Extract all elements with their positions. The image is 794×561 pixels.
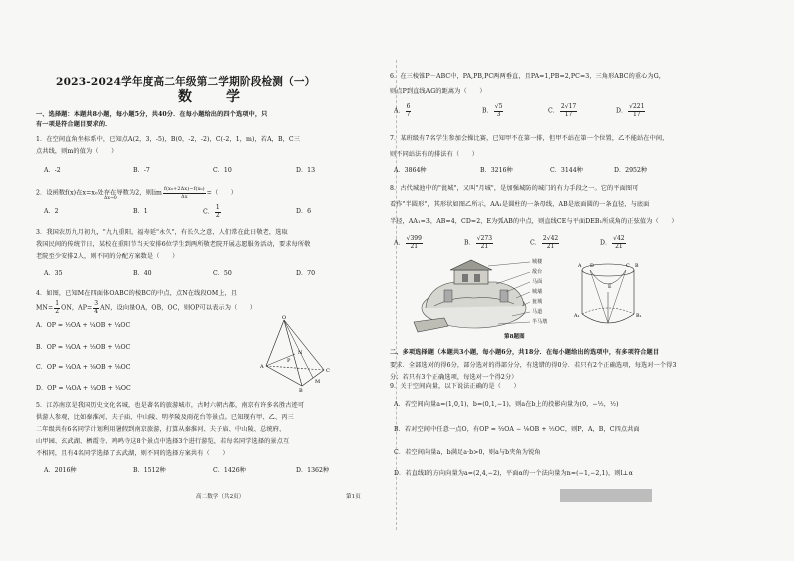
q4-frac-2-num: 3	[94, 300, 99, 307]
section2-heading: 二、多项选择题（本题共3小题，每小题6分，共18分．在每小题给出的选项中，有多项符合题目	[390, 349, 660, 356]
q8-legend-3: 马面	[532, 279, 543, 285]
q8-option-a-frac	[406, 236, 423, 250]
q6-option-c-frac	[560, 104, 577, 118]
q6-option-a-frac	[406, 104, 412, 118]
q6-option-c-label: C．	[548, 107, 559, 115]
q9-line1: 9．关于空间向量，以下说法正确的是（ ）	[390, 383, 520, 390]
q5-option-b: B．1512种	[133, 467, 166, 474]
q7-option-c: C．3144种	[550, 167, 583, 174]
q8-a-den: 21	[410, 242, 419, 250]
q6-option-a-label: A．	[394, 107, 405, 115]
exam-title: 2023-2024学年度高二年级第二学期阶段检测（一）	[56, 76, 316, 88]
q8-legend-7: 半马墩	[532, 319, 548, 325]
q2-option-c	[203, 205, 222, 219]
q3-option-c: C．50	[213, 270, 232, 277]
q3-line3: 老院至少安排2人，则不同的分配方案数是（ ）	[36, 253, 179, 260]
q4-option-d: D．OP = ¼OA + ¼OB + ¼OC	[36, 385, 131, 392]
q4-option-c: C．OP = ¼OA + ⅛OB + ⅛OC	[36, 364, 131, 371]
q8-figure-caption: 第8题图	[504, 334, 525, 340]
q4-frac-1-num: 1	[55, 300, 60, 307]
q2-stem-end: =（ ）	[206, 189, 238, 197]
q1-line2: 点共线，则m的值为（ ）	[36, 148, 118, 155]
q8-b-num: √273	[476, 235, 493, 242]
column-divider	[396, 60, 397, 530]
section2-heading-3: 分；若只有3个正确选项，每选对一个得2分）	[390, 374, 518, 381]
q7-option-b: B．3216种	[480, 167, 513, 174]
q6-option-d	[616, 104, 646, 118]
q7-line2: 则不同站法有的排法有（ ）	[390, 151, 479, 158]
q4-label-c: C	[326, 368, 330, 374]
q4-label-b: B	[299, 388, 303, 394]
section1-heading-2: 有一项是符合题目要求的．	[36, 121, 112, 128]
q8-legend-5: 瓮城	[532, 299, 543, 305]
q6-b-num: √5	[494, 103, 503, 110]
q4-frac-2-den: 4	[94, 307, 99, 315]
q5-option-a: A．2016种	[44, 467, 77, 474]
q2-stem	[36, 186, 237, 200]
q9-option-c: C．若空间向量a，b满足a·b>0，则a与b夹角为锐角	[394, 449, 541, 456]
q2-option-a: A．2	[44, 208, 59, 215]
q4-label-o: O	[282, 315, 287, 321]
q4-label-n: N	[298, 350, 303, 356]
q2-option-c-label: C．	[203, 208, 214, 216]
q8-legend-2: 敌台	[532, 269, 543, 275]
q8-legend-4: 城墙	[532, 289, 543, 295]
q8-a-num: √399	[406, 235, 422, 242]
q6-option-d-frac	[628, 104, 645, 118]
q8-legend-1: 城楼	[532, 259, 543, 265]
q8-option-c	[530, 236, 560, 250]
q6-a-num: 6	[406, 103, 411, 110]
q1-option-c: C．10	[213, 167, 232, 174]
q3-option-b: B．40	[133, 270, 152, 277]
q2-limit-sub: Δx→0	[104, 196, 117, 201]
q4-frac-1-den: 2	[55, 307, 60, 315]
q6-c-num: 2√17	[560, 103, 577, 110]
q4-frac-2	[93, 301, 99, 315]
q7-line1: 7．某班级有7名学生参加会操比赛，已知甲不在第一排，但甲不站在第一个位置，乙不能站在中间，	[390, 135, 669, 142]
q3-option-a: A．35	[44, 270, 63, 277]
q8-option-a	[394, 236, 424, 250]
q8-option-d	[600, 236, 627, 250]
q5-line4: 山甲园、玄武湖、栖霞寺、鸡鸣寺这8个景点中选择3个进行游览，若每名同学选择的景点互	[36, 438, 290, 445]
q8-d-num: √42	[613, 235, 625, 242]
q4-label-p: P	[287, 358, 291, 364]
q8-label-d: D	[590, 264, 594, 269]
q1-option-d: D．13	[296, 167, 316, 174]
q4-option-b: B．OP = ¼OA + ⅓OB + ⅓OC	[36, 344, 131, 351]
q1-option-b: B．-7	[133, 167, 150, 174]
redaction-box	[560, 489, 652, 502]
q5-option-d: D．1362种	[296, 467, 330, 474]
footer-right: 第1页	[346, 494, 361, 500]
q4-option-a: A．OP = ½OA + ¼OB + ¼OC	[36, 322, 131, 329]
q9-option-b: B．若对空间中任意一点O，有OP = ⅔OA − ⅙OB + ½OC，则P，A，B，C四点共面	[394, 426, 640, 433]
q8-d-den: 21	[615, 242, 623, 250]
q8-c-num: 2√42	[542, 235, 559, 242]
q4-on: ON，AP=	[61, 304, 93, 312]
q5-option-c: C．1426种	[213, 467, 246, 474]
q6-d-den: 17	[632, 110, 641, 118]
q8-label-e: E	[608, 285, 612, 290]
q1-option-a: A．-2	[44, 167, 61, 174]
q4-rest: AN，设向量OA，OB，OC，则OP可以表示为（ ）	[100, 304, 257, 312]
subject-title: 数 学	[178, 89, 250, 105]
q6-line1: 6．在三棱锥P－ABC中，PA,PB,PC两两垂直，且PA=1,PB=2,PC=3，三角形ABC的重心为G，	[390, 73, 666, 80]
q8-option-b	[464, 236, 494, 250]
q6-option-c	[548, 104, 578, 118]
q8-label-c: C	[626, 264, 630, 269]
q8-line1: 8．古代城池中的"瓮城"，又叫"月城"，是加强城防的城门的有力手段之一。它的平面图可	[390, 185, 639, 192]
q2-option-b: B．1	[133, 208, 148, 215]
q6-option-b-frac	[494, 104, 504, 118]
q8-b-den: 21	[480, 242, 489, 250]
section1-heading: 一、选择题：本题共8小题，每小题5分，共40分．在每小题给出的四个选项中，只	[36, 111, 268, 118]
q2-limit-numerator: f(x₀+2Δx)−f(x₀)	[164, 186, 205, 192]
q2-limit-denominator: Δx	[181, 193, 188, 200]
q4-line1: 4．如图，已知M在四面体OABC的棱BC的中点，点N在线段OM上，且	[36, 290, 238, 297]
q5-line5: 不相同，且有4名同学选择了玄武湖，则不同的选择方案共有（ ）	[36, 450, 229, 457]
q6-b-den: 3	[496, 110, 501, 118]
q6-option-a	[394, 104, 412, 118]
section2-heading-2: 要求．全部选对的得6分，部分选对的得部分分，有选错的得0分．若只有2个正确选项，每选对一个得3	[390, 362, 677, 369]
footer-left: 高二数学（共2页）	[196, 494, 245, 500]
q8-label-a1: A₁	[574, 314, 580, 319]
q6-option-b	[482, 104, 504, 118]
q2-option-c-den: 2	[215, 211, 220, 219]
q2-stem-text: 2．设函数f(x)在x=x₀处存在导数为2，则lim	[36, 189, 162, 197]
q8-label-a: A	[578, 264, 582, 269]
q4-line2	[36, 301, 256, 315]
q2-option-c-num: 1	[215, 204, 220, 211]
q3-line1: 3．我国农历九月初九，"九九重阳，福寿延"永久"，有长久之意，人们常在此日敬老，选取	[36, 229, 288, 236]
q6-c-den: 17	[564, 110, 573, 118]
q5-line2: 供游人参观，比如秦淮河、夫子庙、中山陵、明孝陵及雨花台等景点。已知现有甲、乙、丙三	[36, 414, 294, 421]
q9-option-d: D．若直线l的方向向量为a=(2,4,−2)，平面α的一个法向量为n=(−1,−2,1)，则l⊥α	[394, 470, 633, 477]
q8-option-d-label: D．	[600, 239, 612, 247]
q6-option-b-label: B．	[482, 107, 493, 115]
q8-option-c-label: C．	[530, 239, 541, 247]
q8-option-b-frac	[476, 236, 493, 250]
q6-a-den: 7	[406, 110, 411, 118]
q8-legend-6: 马道	[532, 309, 543, 315]
q4-tetrahedron-figure	[262, 316, 342, 396]
q1-line1: 1．在空间直角坐标系中，已知点A(2，3，-5)，B(0，-2，-2)，C(-2，1，m)，若A，B，C三	[36, 136, 301, 143]
q7-option-a: A．3864种	[394, 167, 427, 174]
q5-line3: 二年级共有6名同学计划利用暑假到南京旅游，打算从秦淮河、夫子庙、中山陵、总统府、	[36, 426, 286, 433]
q4-frac-1	[54, 301, 60, 315]
q8-label-b: B	[635, 264, 639, 269]
q2-option-c-fraction	[215, 205, 221, 219]
q8-option-b-label: B．	[464, 239, 475, 247]
q4-label-a: A	[260, 364, 264, 370]
q9-option-a: A．若空间向量a=(1,0,1)，b=(0,1,−1)，则a在b上的投影向量为(0，−½，½)	[394, 401, 619, 408]
q3-option-d: D．70	[296, 270, 316, 277]
q8-castle-illustration	[414, 256, 544, 336]
q4-label-m: M	[315, 379, 321, 385]
q6-option-d-label: D．	[616, 107, 628, 115]
q8-line2: 看作"半圆形"，其形状如图乙所示，AA₁是圆柱的一条母线，AB是底面圆的一条直径，与底面	[390, 201, 650, 208]
q5-line1: 5．江苏南京是我国历史文化名城，也是著名的旅游城市，古时六朝古都，南京有许多名胜古迹可	[36, 402, 305, 409]
q6-d-num: √221	[629, 103, 645, 110]
q4-mn: MN=	[36, 304, 54, 312]
q8-c-den: 21	[546, 242, 555, 250]
q8-cylinder-figure	[574, 262, 648, 336]
q2-limit-fraction	[163, 186, 206, 200]
q6-line2: 则点P到直线AG的距离为（ ）	[390, 88, 486, 95]
q8-option-c-frac	[542, 236, 559, 250]
q8-option-d-frac	[612, 236, 625, 250]
q8-line3: 半径，AA₁=3，AB=4，CD=2，E为弧AB的中点，则直线CE与平面DEB₁所成角的正弦值为（ ）	[390, 218, 678, 225]
q8-label-b1: B₁	[636, 314, 642, 319]
q7-option-d: D．2952种	[614, 167, 648, 174]
q3-line2: 我国民间的传统节日，某校在重阳节当天安排6位学生到两所敬老院开展志愿服务活动，要求每所敬	[36, 241, 311, 248]
q8-option-a-label: A．	[394, 239, 405, 247]
q2-option-d: D．6	[296, 208, 312, 215]
